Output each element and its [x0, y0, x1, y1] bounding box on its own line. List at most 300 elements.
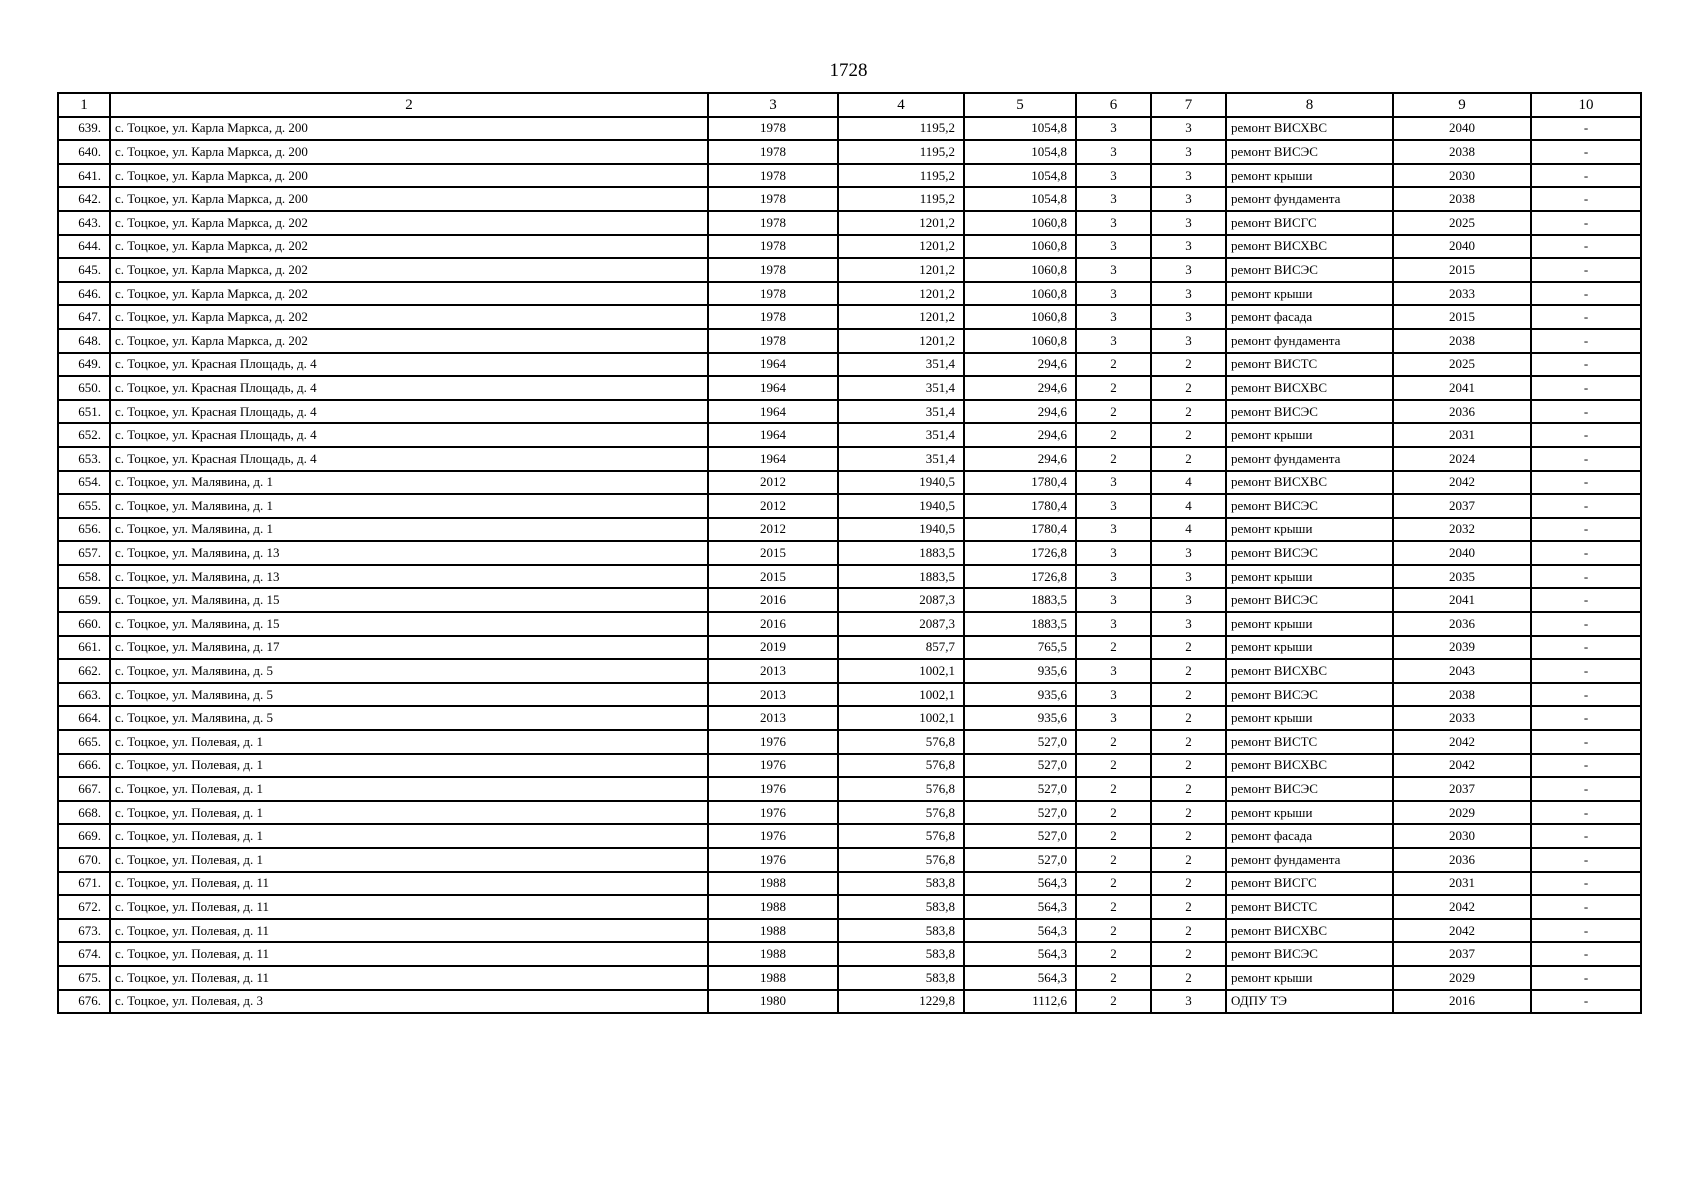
table-row	[58, 966, 1641, 990]
cell-floors: 3	[1076, 235, 1151, 259]
cell-entrances: 3	[1151, 612, 1226, 636]
cell-planned-year: 2043	[1393, 659, 1531, 683]
cell-floors: 2	[1076, 966, 1151, 990]
cell-year-built: 1964	[708, 400, 838, 424]
cell-year-built: 2015	[708, 541, 838, 565]
cell-total-area: 576,8	[838, 730, 964, 754]
cell-row-number: 667.	[58, 777, 110, 801]
table-row	[58, 588, 1641, 612]
cell-row-number: 673.	[58, 919, 110, 943]
cell-note: -	[1531, 659, 1641, 683]
cell-note: -	[1531, 518, 1641, 542]
cell-address: с. Тоцкое, ул. Карла Маркса, д. 200	[110, 164, 708, 188]
header-cell-year-built: 3	[708, 93, 838, 117]
cell-row-number: 668.	[58, 801, 110, 825]
cell-work-type: ремонт крыши	[1226, 164, 1393, 188]
cell-entrances: 3	[1151, 990, 1226, 1014]
cell-row-number: 648.	[58, 329, 110, 353]
table-row	[58, 659, 1641, 683]
cell-row-number: 663.	[58, 683, 110, 707]
cell-living-area: 564,3	[964, 942, 1076, 966]
cell-living-area: 564,3	[964, 872, 1076, 896]
cell-row-number: 656.	[58, 518, 110, 542]
cell-note: -	[1531, 423, 1641, 447]
cell-note: -	[1531, 942, 1641, 966]
cell-total-area: 1002,1	[838, 706, 964, 730]
cell-note: -	[1531, 848, 1641, 872]
cell-row-number: 652.	[58, 423, 110, 447]
cell-floors: 2	[1076, 872, 1151, 896]
cell-planned-year: 2040	[1393, 117, 1531, 141]
cell-address: с. Тоцкое, ул. Полевая, д. 1	[110, 801, 708, 825]
cell-planned-year: 2032	[1393, 518, 1531, 542]
cell-work-type: ремонт ВИСЭС	[1226, 541, 1393, 565]
cell-total-area: 1195,2	[838, 187, 964, 211]
cell-work-type: ремонт ВИСГС	[1226, 872, 1393, 896]
cell-total-area: 1195,2	[838, 164, 964, 188]
cell-entrances: 4	[1151, 494, 1226, 518]
cell-floors: 3	[1076, 612, 1151, 636]
cell-living-area: 1054,8	[964, 164, 1076, 188]
cell-total-area: 2087,3	[838, 612, 964, 636]
cell-work-type: ремонт фундамента	[1226, 329, 1393, 353]
table-row	[58, 541, 1641, 565]
cell-row-number: 655.	[58, 494, 110, 518]
cell-work-type: ремонт крыши	[1226, 966, 1393, 990]
cell-year-built: 2013	[708, 659, 838, 683]
cell-total-area: 576,8	[838, 801, 964, 825]
table-row	[58, 872, 1641, 896]
cell-total-area: 351,4	[838, 423, 964, 447]
cell-planned-year: 2030	[1393, 164, 1531, 188]
cell-work-type: ремонт крыши	[1226, 801, 1393, 825]
cell-note: -	[1531, 117, 1641, 141]
cell-year-built: 2019	[708, 636, 838, 660]
cell-address: с. Тоцкое, ул. Красная Площадь, д. 4	[110, 423, 708, 447]
cell-address: с. Тоцкое, ул. Карла Маркса, д. 202	[110, 282, 708, 306]
cell-entrances: 3	[1151, 117, 1226, 141]
cell-note: -	[1531, 235, 1641, 259]
cell-entrances: 3	[1151, 305, 1226, 329]
cell-total-area: 583,8	[838, 895, 964, 919]
cell-row-number: 645.	[58, 258, 110, 282]
cell-entrances: 3	[1151, 235, 1226, 259]
cell-row-number: 674.	[58, 942, 110, 966]
cell-planned-year: 2016	[1393, 990, 1531, 1014]
cell-total-area: 1201,2	[838, 211, 964, 235]
page-number: 1728	[829, 60, 868, 81]
cell-note: -	[1531, 494, 1641, 518]
table-row	[58, 942, 1641, 966]
cell-note: -	[1531, 447, 1641, 471]
cell-year-built: 2013	[708, 683, 838, 707]
cell-work-type: ремонт фундамента	[1226, 447, 1393, 471]
table-row	[58, 305, 1641, 329]
cell-planned-year: 2042	[1393, 895, 1531, 919]
cell-entrances: 3	[1151, 211, 1226, 235]
cell-floors: 3	[1076, 518, 1151, 542]
cell-planned-year: 2025	[1393, 353, 1531, 377]
cell-year-built: 1964	[708, 376, 838, 400]
cell-entrances: 2	[1151, 423, 1226, 447]
table-row	[58, 895, 1641, 919]
cell-note: -	[1531, 471, 1641, 495]
cell-work-type: ремонт фундамента	[1226, 848, 1393, 872]
cell-note: -	[1531, 353, 1641, 377]
cell-total-area: 1940,5	[838, 471, 964, 495]
cell-work-type: ремонт ВИСЭС	[1226, 588, 1393, 612]
cell-year-built: 2012	[708, 471, 838, 495]
cell-living-area: 564,3	[964, 966, 1076, 990]
cell-living-area: 1780,4	[964, 494, 1076, 518]
cell-row-number: 660.	[58, 612, 110, 636]
table-row	[58, 376, 1641, 400]
cell-year-built: 1978	[708, 282, 838, 306]
cell-entrances: 2	[1151, 848, 1226, 872]
cell-row-number: 650.	[58, 376, 110, 400]
cell-work-type: ремонт ВИСЭС	[1226, 400, 1393, 424]
cell-entrances: 2	[1151, 730, 1226, 754]
cell-row-number: 647.	[58, 305, 110, 329]
cell-total-area: 576,8	[838, 754, 964, 778]
cell-floors: 2	[1076, 636, 1151, 660]
cell-year-built: 1988	[708, 919, 838, 943]
cell-row-number: 640.	[58, 140, 110, 164]
cell-planned-year: 2038	[1393, 683, 1531, 707]
cell-floors: 3	[1076, 140, 1151, 164]
cell-work-type: ремонт крыши	[1226, 282, 1393, 306]
cell-total-area: 1201,2	[838, 329, 964, 353]
table-row	[58, 494, 1641, 518]
cell-note: -	[1531, 706, 1641, 730]
cell-year-built: 2013	[708, 706, 838, 730]
table-row	[58, 282, 1641, 306]
cell-address: с. Тоцкое, ул. Карла Маркса, д. 202	[110, 329, 708, 353]
table-row	[58, 329, 1641, 353]
cell-address: с. Тоцкое, ул. Малявина, д. 15	[110, 588, 708, 612]
cell-address: с. Тоцкое, ул. Малявина, д. 15	[110, 612, 708, 636]
cell-address: с. Тоцкое, ул. Карла Маркса, д. 202	[110, 211, 708, 235]
cell-living-area: 1780,4	[964, 471, 1076, 495]
table-row	[58, 211, 1641, 235]
cell-work-type: ремонт ВИСХВС	[1226, 754, 1393, 778]
cell-address: с. Тоцкое, ул. Малявина, д. 1	[110, 518, 708, 542]
cell-floors: 3	[1076, 706, 1151, 730]
cell-work-type: ремонт крыши	[1226, 518, 1393, 542]
header-cell-living-area: 5	[964, 93, 1076, 117]
cell-total-area: 1883,5	[838, 541, 964, 565]
cell-floors: 2	[1076, 895, 1151, 919]
cell-entrances: 2	[1151, 777, 1226, 801]
cell-entrances: 2	[1151, 919, 1226, 943]
cell-total-area: 351,4	[838, 376, 964, 400]
cell-year-built: 2012	[708, 518, 838, 542]
cell-living-area: 1060,8	[964, 235, 1076, 259]
cell-planned-year: 2041	[1393, 376, 1531, 400]
cell-floors: 3	[1076, 494, 1151, 518]
cell-total-area: 351,4	[838, 400, 964, 424]
cell-year-built: 1964	[708, 423, 838, 447]
table-row	[58, 471, 1641, 495]
cell-work-type: ремонт фундамента	[1226, 187, 1393, 211]
cell-floors: 3	[1076, 258, 1151, 282]
cell-living-area: 1054,8	[964, 140, 1076, 164]
cell-row-number: 664.	[58, 706, 110, 730]
cell-entrances: 2	[1151, 636, 1226, 660]
cell-floors: 2	[1076, 376, 1151, 400]
table-row	[58, 258, 1641, 282]
cell-row-number: 670.	[58, 848, 110, 872]
cell-year-built: 2016	[708, 612, 838, 636]
cell-note: -	[1531, 919, 1641, 943]
cell-address: с. Тоцкое, ул. Красная Площадь, д. 4	[110, 353, 708, 377]
table-row	[58, 612, 1641, 636]
cell-work-type: ремонт ВИСХВС	[1226, 919, 1393, 943]
cell-floors: 2	[1076, 777, 1151, 801]
cell-year-built: 1964	[708, 447, 838, 471]
cell-row-number: 676.	[58, 990, 110, 1014]
cell-note: -	[1531, 754, 1641, 778]
cell-row-number: 675.	[58, 966, 110, 990]
cell-living-area: 935,6	[964, 706, 1076, 730]
table-row	[58, 447, 1641, 471]
cell-entrances: 3	[1151, 258, 1226, 282]
cell-entrances: 2	[1151, 400, 1226, 424]
cell-address: с. Тоцкое, ул. Полевая, д. 1	[110, 754, 708, 778]
cell-living-area: 1054,8	[964, 187, 1076, 211]
cell-floors: 3	[1076, 565, 1151, 589]
cell-total-area: 576,8	[838, 777, 964, 801]
cell-floors: 2	[1076, 848, 1151, 872]
cell-planned-year: 2031	[1393, 872, 1531, 896]
cell-entrances: 3	[1151, 565, 1226, 589]
cell-entrances: 2	[1151, 353, 1226, 377]
cell-work-type: ремонт фасада	[1226, 824, 1393, 848]
cell-living-area: 935,6	[964, 683, 1076, 707]
cell-address: с. Тоцкое, ул. Карла Маркса, д. 200	[110, 117, 708, 141]
cell-entrances: 3	[1151, 329, 1226, 353]
cell-total-area: 1940,5	[838, 518, 964, 542]
cell-row-number: 662.	[58, 659, 110, 683]
cell-address: с. Тоцкое, ул. Полевая, д. 11	[110, 872, 708, 896]
cell-work-type: ремонт ВИСЭС	[1226, 140, 1393, 164]
cell-address: с. Тоцкое, ул. Малявина, д. 5	[110, 683, 708, 707]
cell-living-area: 294,6	[964, 400, 1076, 424]
cell-year-built: 1978	[708, 235, 838, 259]
table-row	[58, 730, 1641, 754]
cell-entrances: 2	[1151, 872, 1226, 896]
table-row	[58, 117, 1641, 141]
cell-entrances: 2	[1151, 754, 1226, 778]
cell-floors: 3	[1076, 541, 1151, 565]
cell-floors: 2	[1076, 400, 1151, 424]
cell-planned-year: 2036	[1393, 848, 1531, 872]
cell-total-area: 1002,1	[838, 659, 964, 683]
cell-planned-year: 2042	[1393, 754, 1531, 778]
cell-total-area: 2087,3	[838, 588, 964, 612]
table-row	[58, 164, 1641, 188]
cell-address: с. Тоцкое, ул. Малявина, д. 13	[110, 565, 708, 589]
cell-total-area: 583,8	[838, 966, 964, 990]
cell-year-built: 1964	[708, 353, 838, 377]
cell-address: с. Тоцкое, ул. Малявина, д. 13	[110, 541, 708, 565]
cell-row-number: 654.	[58, 471, 110, 495]
cell-entrances: 3	[1151, 541, 1226, 565]
cell-address: с. Тоцкое, ул. Полевая, д. 11	[110, 919, 708, 943]
cell-note: -	[1531, 258, 1641, 282]
cell-planned-year: 2036	[1393, 400, 1531, 424]
cell-note: -	[1531, 730, 1641, 754]
cell-living-area: 1060,8	[964, 329, 1076, 353]
cell-year-built: 1978	[708, 140, 838, 164]
cell-living-area: 1060,8	[964, 282, 1076, 306]
cell-year-built: 2015	[708, 565, 838, 589]
cell-address: с. Тоцкое, ул. Полевая, д. 11	[110, 942, 708, 966]
cell-work-type: ремонт ВИСХВС	[1226, 235, 1393, 259]
cell-planned-year: 2029	[1393, 801, 1531, 825]
cell-year-built: 1978	[708, 258, 838, 282]
table-row	[58, 636, 1641, 660]
cell-row-number: 666.	[58, 754, 110, 778]
cell-address: с. Тоцкое, ул. Красная Площадь, д. 4	[110, 447, 708, 471]
cell-total-area: 576,8	[838, 848, 964, 872]
cell-planned-year: 2042	[1393, 730, 1531, 754]
cell-note: -	[1531, 541, 1641, 565]
cell-address: с. Тоцкое, ул. Полевая, д. 1	[110, 848, 708, 872]
cell-row-number: 639.	[58, 117, 110, 141]
cell-living-area: 527,0	[964, 848, 1076, 872]
cell-entrances: 3	[1151, 588, 1226, 612]
cell-living-area: 1883,5	[964, 612, 1076, 636]
cell-living-area: 527,0	[964, 754, 1076, 778]
cell-living-area: 1112,6	[964, 990, 1076, 1014]
cell-living-area: 527,0	[964, 777, 1076, 801]
table-row	[58, 565, 1641, 589]
cell-row-number: 672.	[58, 895, 110, 919]
cell-floors: 2	[1076, 990, 1151, 1014]
cell-living-area: 1054,8	[964, 117, 1076, 141]
cell-address: с. Тоцкое, ул. Карла Маркса, д. 200	[110, 140, 708, 164]
cell-address: с. Тоцкое, ул. Малявина, д. 1	[110, 494, 708, 518]
cell-note: -	[1531, 565, 1641, 589]
cell-row-number: 671.	[58, 872, 110, 896]
cell-living-area: 294,6	[964, 447, 1076, 471]
cell-entrances: 4	[1151, 471, 1226, 495]
cell-entrances: 2	[1151, 706, 1226, 730]
cell-row-number: 657.	[58, 541, 110, 565]
cell-address: с. Тоцкое, ул. Красная Площадь, д. 4	[110, 400, 708, 424]
cell-work-type: ремонт ВИСХВС	[1226, 117, 1393, 141]
cell-entrances: 2	[1151, 801, 1226, 825]
cell-work-type: ремонт ВИСЭС	[1226, 777, 1393, 801]
cell-year-built: 1988	[708, 966, 838, 990]
cell-total-area: 1195,2	[838, 140, 964, 164]
cell-note: -	[1531, 400, 1641, 424]
cell-note: -	[1531, 376, 1641, 400]
cell-note: -	[1531, 990, 1641, 1014]
cell-address: с. Тоцкое, ул. Полевая, д. 3	[110, 990, 708, 1014]
cell-planned-year: 2029	[1393, 966, 1531, 990]
cell-row-number: 643.	[58, 211, 110, 235]
cell-work-type: ремонт ВИСТС	[1226, 353, 1393, 377]
table-row	[58, 848, 1641, 872]
cell-work-type: ремонт ВИСХВС	[1226, 376, 1393, 400]
cell-work-type: ремонт ВИСТС	[1226, 895, 1393, 919]
cell-row-number: 642.	[58, 187, 110, 211]
cell-living-area: 935,6	[964, 659, 1076, 683]
cell-note: -	[1531, 305, 1641, 329]
table-row	[58, 683, 1641, 707]
cell-note: -	[1531, 683, 1641, 707]
table-row	[58, 423, 1641, 447]
cell-living-area: 294,6	[964, 423, 1076, 447]
cell-planned-year: 2040	[1393, 541, 1531, 565]
table-row	[58, 518, 1641, 542]
cell-address: с. Тоцкое, ул. Полевая, д. 11	[110, 966, 708, 990]
cell-total-area: 1195,2	[838, 117, 964, 141]
table-row	[58, 824, 1641, 848]
cell-year-built: 1978	[708, 305, 838, 329]
cell-planned-year: 2039	[1393, 636, 1531, 660]
cell-floors: 3	[1076, 187, 1151, 211]
cell-address: с. Тоцкое, ул. Красная Площадь, д. 4	[110, 376, 708, 400]
cell-year-built: 1988	[708, 895, 838, 919]
cell-floors: 3	[1076, 471, 1151, 495]
cell-living-area: 527,0	[964, 824, 1076, 848]
cell-note: -	[1531, 329, 1641, 353]
cell-entrances: 3	[1151, 187, 1226, 211]
cell-planned-year: 2024	[1393, 447, 1531, 471]
table-row	[58, 754, 1641, 778]
table-row	[58, 801, 1641, 825]
cell-work-type: ремонт крыши	[1226, 565, 1393, 589]
cell-year-built: 1976	[708, 801, 838, 825]
cell-total-area: 576,8	[838, 824, 964, 848]
cell-floors: 2	[1076, 423, 1151, 447]
cell-planned-year: 2031	[1393, 423, 1531, 447]
cell-planned-year: 2036	[1393, 612, 1531, 636]
cell-total-area: 857,7	[838, 636, 964, 660]
cell-work-type: ремонт ВИСЭС	[1226, 942, 1393, 966]
cell-total-area: 1940,5	[838, 494, 964, 518]
cell-entrances: 3	[1151, 164, 1226, 188]
cell-year-built: 2016	[708, 588, 838, 612]
cell-planned-year: 2035	[1393, 565, 1531, 589]
cell-note: -	[1531, 895, 1641, 919]
cell-entrances: 2	[1151, 447, 1226, 471]
cell-living-area: 527,0	[964, 730, 1076, 754]
cell-planned-year: 2041	[1393, 588, 1531, 612]
cell-year-built: 1976	[708, 777, 838, 801]
cell-living-area: 564,3	[964, 919, 1076, 943]
cell-total-area: 1002,1	[838, 683, 964, 707]
cell-planned-year: 2030	[1393, 824, 1531, 848]
cell-floors: 2	[1076, 942, 1151, 966]
cell-floors: 3	[1076, 588, 1151, 612]
header-cell-work-type: 8	[1226, 93, 1393, 117]
cell-floors: 3	[1076, 329, 1151, 353]
cell-row-number: 646.	[58, 282, 110, 306]
cell-work-type: ремонт ВИСХВС	[1226, 471, 1393, 495]
cell-entrances: 3	[1151, 282, 1226, 306]
header-cell-planned-year: 9	[1393, 93, 1531, 117]
table-row	[58, 919, 1641, 943]
cell-note: -	[1531, 801, 1641, 825]
cell-entrances: 2	[1151, 683, 1226, 707]
table-row	[58, 777, 1641, 801]
cell-entrances: 2	[1151, 659, 1226, 683]
header-cell-floors: 6	[1076, 93, 1151, 117]
